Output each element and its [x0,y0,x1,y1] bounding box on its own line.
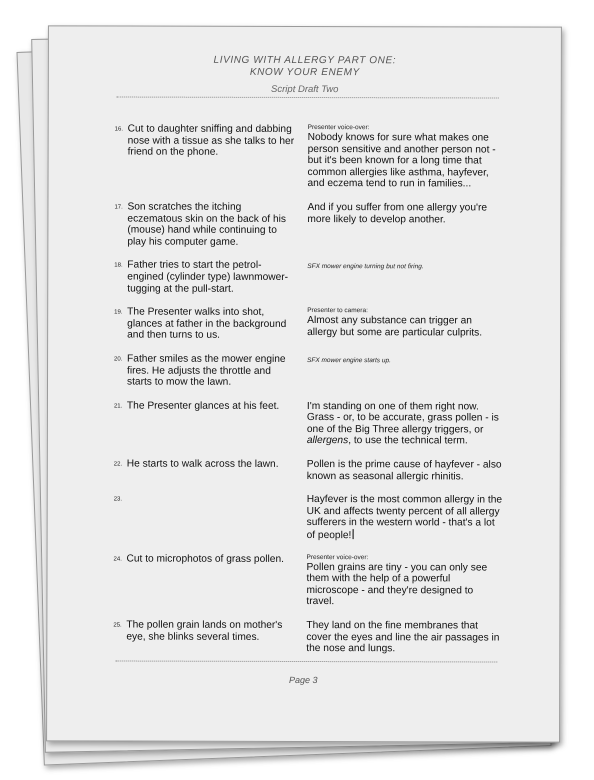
action-text[interactable]: Father tries to start the petrol-engined (cylinder type) lawnmower- tugging at the pull-start. [127,259,289,295]
scene-number: 19. [114,309,123,316]
action-text[interactable]: Son scratches the itching eczematous skin on the back of his (mouse) hand while continuing to play his computer game. [127,201,287,248]
dialog-text: And if you suffer from one allergy you're more likely to develop another. [307,201,488,225]
page-number: Page 3 [288,674,318,686]
dialog-cell[interactable] [306,620,503,655]
title-line-1: LIVING WITH ALLERGY PART ONE: [213,54,397,67]
dialog-text: I'm standing on one of them right now. Grass - or, to be accurate, grass pollen - is one of the Big Three allergy triggers, or [306,400,499,436]
page-header [49,54,561,95]
script-row-18 [114,260,504,296]
dialog-text: They land on the fine membranes that cover the eyes and line the air passages in the nose and lungs. [306,620,500,655]
script-row-19 [114,307,504,343]
script-row-23 [114,494,504,542]
script-row-17 [114,201,504,248]
dialog-text: Pollen grains are tiny - you can only see them with the help of a powerful microscope - and they're designed to travel. [306,561,488,608]
dialog-cell[interactable] [308,124,505,190]
scene-number: 23. [113,496,123,503]
scene-number: 20. [114,356,123,363]
scene-number: 24. [113,556,122,563]
dialog-cell[interactable] [307,260,504,295]
action-text[interactable]: Father smiles as the mower engine fires. He adjusts the throttle and starts to mow the lawn. [126,353,286,388]
title-line-2: KNOW YOUR ENEMY [249,66,360,79]
action-text[interactable] [127,494,307,542]
action-text[interactable]: The Presenter walks into shot, glances at father in the background and then turns to us. [127,306,287,342]
scene-number: 25. [113,622,122,629]
script-rows [113,124,504,668]
dialog-cell[interactable] [307,459,504,483]
dialog-text: Pollen is the prime cause of hayfever - also known as seasonal allergic rhinitis. [306,459,502,483]
dialog-cell[interactable] [307,307,504,342]
script-row-24 [113,553,503,608]
dialog-text: Almost any substance can trigger an allergy but some are particular culprits. [307,315,483,339]
dialog-text: Hayfever is the most common allergy in the UK and affects twenty percent of all allergy sufferers in the western world - that's a lot of people! [306,494,503,542]
scene-number: 18. [114,262,123,269]
header-divider [117,97,499,99]
scene-number: 21. [113,403,123,410]
script-row-22 [114,459,504,483]
dialog-cell[interactable] [307,494,504,542]
scene-number: 22. [113,461,123,468]
speaker-label: Presenter to camera: [307,307,368,315]
action-text[interactable]: The Presenter glances at his feet. [126,400,280,412]
action-text[interactable]: The pollen grain lands on mother's eye, she blinks several times. [126,619,283,643]
dialog-cell[interactable] [307,354,504,389]
dialog-cell[interactable] [307,202,504,249]
dialog-text: Nobody knows for sure what makes one person sensitive and another person not - but it's been known for a long time that common allergies like asthma, hayfever, and eczema tend to run in families... [307,132,496,190]
script-row-25 [113,620,503,656]
sfx-note: SFX mower engine turning but not firing. [307,263,424,271]
scene-number: 17. [114,204,123,211]
sfx-note: SFX mower engine starts up. [307,356,391,365]
scene-number: 16. [114,126,124,133]
dialog-emphasis: allergens [306,435,349,447]
script-page [46,25,562,742]
speaker-label: Presenter voice-over: [307,124,370,132]
script-row-20 [114,353,504,389]
script-row-16 [115,124,505,191]
dialog-cell[interactable] [306,554,503,609]
script-row-21 [114,400,504,447]
script-subtitle: Script Draft Two [271,83,339,96]
dialog-cell[interactable] [307,401,504,448]
action-text[interactable]: Cut to daughter sniffing and dabbing nose with a tissue as she talks to her friend on the phone. [127,123,295,158]
dialog-text-end: , to use the technical term. [348,435,468,447]
action-text[interactable]: Cut to microphotos of grass pollen. [126,553,284,565]
action-text[interactable]: He starts to walk across the lawn. [126,458,279,470]
text-cursor [352,529,353,539]
speaker-label: Presenter voice-over: [306,553,369,561]
